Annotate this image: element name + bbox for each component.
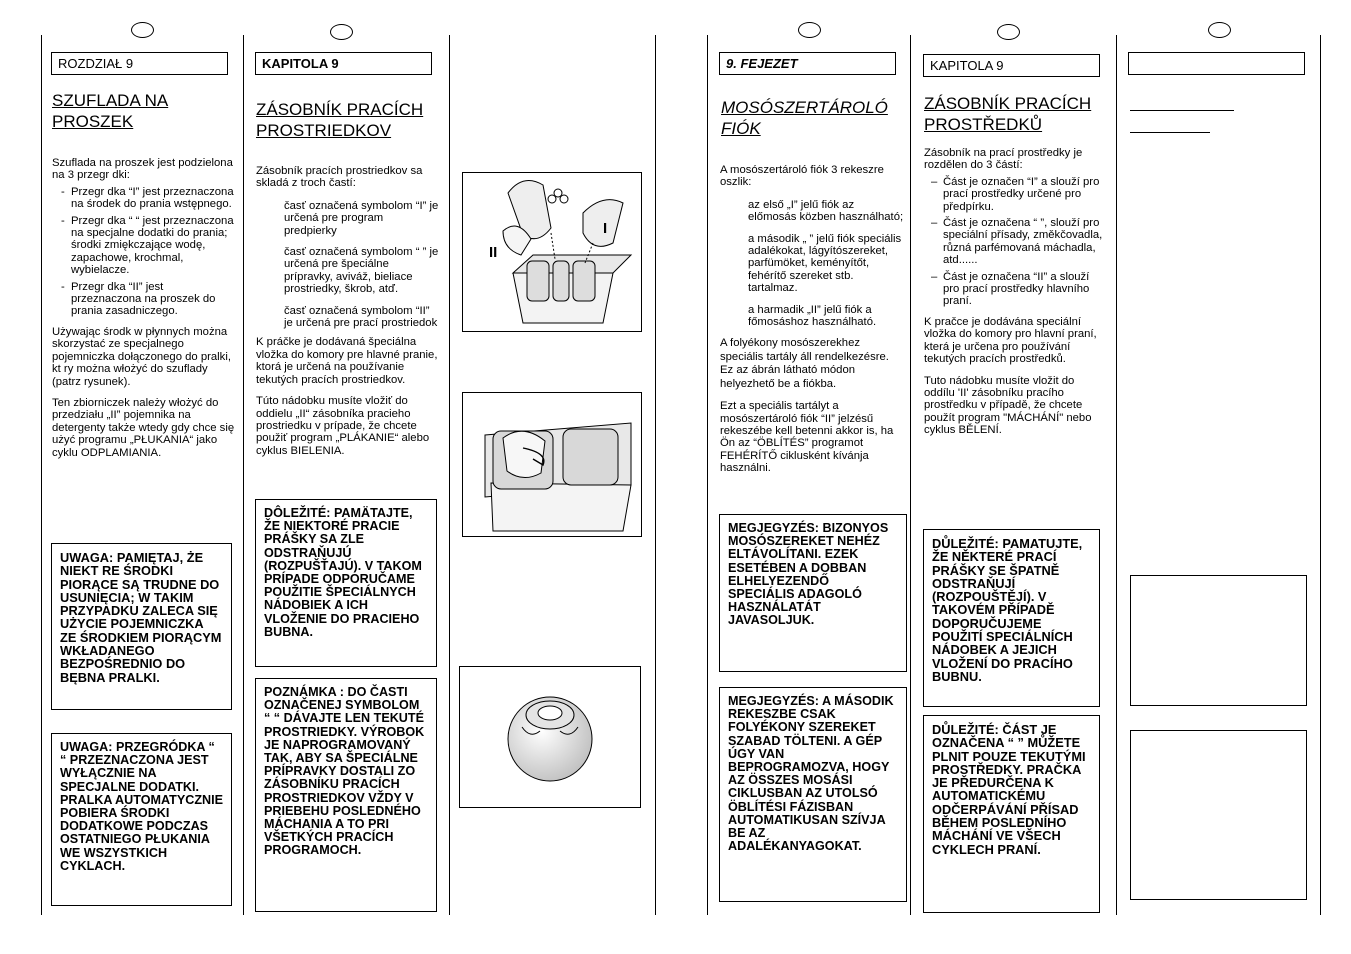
column-divider bbox=[655, 35, 656, 915]
empty-box bbox=[1130, 730, 1307, 900]
body-text-hu bbox=[720, 164, 904, 484]
language-marker bbox=[330, 24, 353, 40]
dosing-ball-illustration bbox=[459, 666, 641, 808]
list-item: az első „I” jelű fiók az előmosás közben használható; bbox=[748, 198, 904, 224]
list-item: časť označená symbolom “ ” je určená pre špeciálne prípravky, aviváž, bieliace prostriedky, škrob, atď. bbox=[284, 246, 439, 296]
detergent-drawer-illustration bbox=[462, 172, 642, 332]
paragraph: A folyékony mosószerekhez speciális tartály áll rendelkezésre. Ez az ábrán látható módon helyezhető be a fiókba. bbox=[720, 337, 889, 390]
list-item: - Przegr dka “I” jest przeznaczona na środek do prania wstępnego. bbox=[52, 186, 236, 211]
section-title-hu: MOSÓSZERTÁROLÓ FIÓK bbox=[721, 98, 888, 138]
paragraph: Túto nádobku musíte vložiť do oddielu „II“ zásobníka pracieho prostriedku v prípade, že chcete použiť program „PLÁKANIE“ alebo cyklus BIELENIA. bbox=[256, 395, 430, 457]
list-item: – Část je označena “II” a slouží pro prací prostředky hlavního praní. bbox=[924, 271, 1108, 308]
column-divider bbox=[910, 35, 911, 915]
list-item: a harmadik „II” jelű fiók a főmosáshoz használható. bbox=[748, 303, 877, 329]
title-placeholder-line bbox=[1130, 132, 1210, 133]
paragraph: Tuto nádobku musíte vložit do oddílu 'II' zásobníku pracího prostředku v případě, že chcete použít program "MÁCHÁNÍ" nebo cyklus BĚLENÍ. bbox=[924, 374, 1092, 437]
paragraph: Używając środk w płynnych można skorzystać ze specjalnego pojemniczka dołączonego do pralki, kt ry można włożyć do szuflady (patrz rysunek). bbox=[52, 325, 231, 388]
chapter-header-hu: 9. FEJEZET bbox=[719, 52, 896, 75]
chapter-header-sk: KAPITOLA 9 bbox=[255, 52, 432, 75]
chapter-header-cz: KAPITOLA 9 bbox=[923, 54, 1100, 77]
language-marker bbox=[997, 24, 1020, 40]
language-marker bbox=[798, 22, 821, 38]
intro-text: Zásobník na prací prostředky je rozdělen do 3 částí: bbox=[924, 147, 1083, 172]
list-item: – Část je označena “ ”, slouží pro speciální přísady, změkčovadla, různá parfémovaná máchadla, atd...... bbox=[924, 217, 1108, 267]
paragraph: K pračce je dodávána speciální vložka do komory pro hlavní praní, která je určena pro používání tekutých pracích prostředků. bbox=[924, 315, 1097, 366]
empty-box bbox=[1130, 575, 1307, 706]
title-placeholder-line bbox=[1130, 110, 1234, 111]
body-text-sk bbox=[256, 165, 439, 466]
column-divider bbox=[243, 35, 244, 915]
liquid-container-illustration bbox=[462, 392, 642, 537]
column-divider bbox=[41, 35, 42, 915]
warning-box-cz-2: DŮLEŽITÉ: ČÁST JE OZNAČENA “ ” MŮŽETE PLNIT POUZE TEKUTÝMI PROSTŘEDKY. PRAČKA JE PŘEDURČENA K AUTOMATICKÉMU ODČERPÁVÁNÍ PŘÍSAD BĚHEM POSLEDNÍHO MÁCHÁNÍ VE VŠECH CYKLECH PRANÍ. bbox=[923, 715, 1100, 913]
section-title-pl: SZUFLADA NA PROSZEK bbox=[52, 91, 169, 131]
column-divider bbox=[1320, 35, 1321, 915]
language-marker bbox=[1208, 22, 1231, 38]
compartment-label-I: I bbox=[603, 220, 608, 237]
warning-box-pl: UWAGA: PAMIĘTAJ, ŻE NIEKT RE ŚRODKI PIORĄCE SĄ TRUDNE DO USUNIĘCIA; W TAKIM PRZYPADKU ZALECA SIĘ UŻYCIE POJEMNICZKA ZE ŚRODKIEM PIORĄCYM WKŁADANEGO BEZPOŚREDNIO DO BĘBNA PRALKI. bbox=[51, 543, 232, 710]
section-title-sk: ZÁSOBNÍK PRACÍCH PROSTRIEDKOV bbox=[256, 100, 424, 140]
list-item: časť označená symbolom “II” je určená pre prací prostriedok bbox=[284, 304, 438, 330]
column-divider bbox=[707, 35, 708, 915]
paragraph: Ezt a speciális tartályt a mosószertároló fiók “II” jelzésű rekeszébe kell betenni akkor is, ha Ön az “ÖBLÍTÉS” programot FEHÉRÍTŐ ciklusként kívánja használni. bbox=[720, 400, 894, 475]
list-item: časť označená symbolom “I” je určená pre program predpierky bbox=[284, 199, 439, 237]
paragraph: K práčke je dodávaná špeciálna vložka do komory pre hlavné pranie, ktorá je určená na používanie tekutých pracích prostriedkov. bbox=[256, 336, 438, 386]
list-item: a második „ ” jelű fiók speciális adalékokat, lágyítószereket, parfümöket, keményítőt, fehérítő szereket stb. tartalmaz. bbox=[748, 232, 902, 295]
intro-text: A mosószertároló fiók 3 rekeszre oszlik: bbox=[720, 164, 884, 189]
warning-box-cz: DŮLEŽITÉ: PAMATUJTE, ŽE NĚKTERÉ PRACÍ PRÁŠKY SE ŠPATNĚ ODSTRAŇUJÍ (ROZPOUŠTĚJÍ). V TAKOVÉM PŘÍPADĚ DOPORUČUJEME POUŽITÍ SPECIÁLNÍCH NÁDOBEK A JEJICH VLOŽENÍ DO PRACÍHO BUBNU. bbox=[923, 529, 1100, 707]
note-box-hu: MEGJEGYZÉS: BIZONYOS MOSÓSZEREKET NEHÉZ ELTÁVOLÍTANI. EZEK ESETÉBEN A DOBBAN ELHELYEZENDŐ SPECIÁLIS ADAGOLÓ HASZNÁLATÁT JAVASOLJUK. bbox=[719, 514, 907, 672]
column-divider bbox=[449, 35, 450, 915]
warning-box-pl-2: UWAGA: PRZEGRÓDKA “ “ PRZEZNACZONA JEST WYŁĄCZNIE NA SPECJALNE DODATKI. PRALKA AUTOMATYCZNIE POBIERA ŚRODKI DODATKOWE PODCZAS OSTATNIEGO PŁUKANIA WE WSZYSTKICH CYKLACH. bbox=[51, 733, 232, 906]
chapter-header-pl: ROZDZIAŁ 9 bbox=[51, 52, 228, 75]
drawer-pouring-icon bbox=[463, 173, 641, 331]
language-marker bbox=[131, 22, 154, 38]
intro-text: Zásobník pracích prostriedkov sa skladá z troch častí: bbox=[256, 165, 423, 190]
intro-text: Szuflada na proszek jest podzielona na 3 przegr dki: bbox=[52, 157, 233, 182]
drawer-insert-icon bbox=[463, 393, 641, 536]
body-text-pl bbox=[52, 157, 236, 468]
list-item: – Část je označen “I” a slouží pro prací prostředky určené pro předpírku. bbox=[924, 176, 1108, 213]
note-box-hu-2: MEGJEGYZÉS: A MÁSODIK REKESZBE CSAK FOLYÉKONY SZEREKET SZABAD TÖLTENI. A GÉP ÚGY VAN BEPROGRAMOZVA, HOGY AZ ÖSSZES MOSÁSI CIKLUSBAN AZ UTOLSÓ ÖBLÍTÉSI FÁZISBAN AUTOMATIKUSAN SZÍVJA BE AZ ADALÉKANYAGOKAT. bbox=[719, 687, 907, 902]
dosing-ball-icon bbox=[460, 667, 640, 807]
note-box-sk: POZNÁMKA : DO ČASTI OZNAČENEJ SYMBOLOM “ “ DÁVAJTE LEN TEKUTÉ PROSTRIEDKY. VÝROBOK JE NAPROGRAMOVANÝ TAK, ABY SA ŠPECIÁLNE PRÍPRAVKY DOSTALI ZO ZÁSOBNÍKU PRACÍCH PROSTRIEDKOV VŽDY V PRIEBEHU POSLEDNÉHO MÁCHANIA A TO PRI VŠETKÝCH PRACÍCH PROGRAMOCH. bbox=[255, 678, 437, 912]
list-item: - Przegr dka “II” jest przeznaczona na proszek do prania zasadniczego. bbox=[52, 281, 236, 318]
paragraph: Ten zbiorniczek należy włożyć do przedziału „II” pojemnika na detergenty także wtedy gdy chce się użyć programu „PŁUKANIA“ jako cyklu ODPLAMIANIA. bbox=[52, 396, 235, 459]
list-item: - Przegr dka “ “ jest przeznaczona na specjalne dodatki do prania; środki zmiękczające wodę, zapachowe, krochmal, wybielacze. bbox=[52, 215, 236, 277]
body-text-cz bbox=[924, 147, 1108, 446]
compartment-label-II: II bbox=[489, 244, 498, 261]
column-divider bbox=[1116, 35, 1117, 915]
chapter-header-empty bbox=[1128, 52, 1305, 75]
section-title-cz: ZÁSOBNÍK PRACÍCH PROSTŘEDKŮ bbox=[924, 94, 1092, 134]
warning-box-sk: DÔLEŽITÉ: PAMÄTAJTE, ŽE NIEKTORÉ PRACIE PRÁŠKY SA ZLE ODSTRAŇUJÚ (ROZPUŠŤAJÚ). V TAKOM PRÍPADE ODPORUČAME POUŽITIE ŠPECIÁLNYCH NÁDOBIEK A ICH VLOŽENIE DO PRACIEHO BUBNA. bbox=[255, 499, 437, 667]
